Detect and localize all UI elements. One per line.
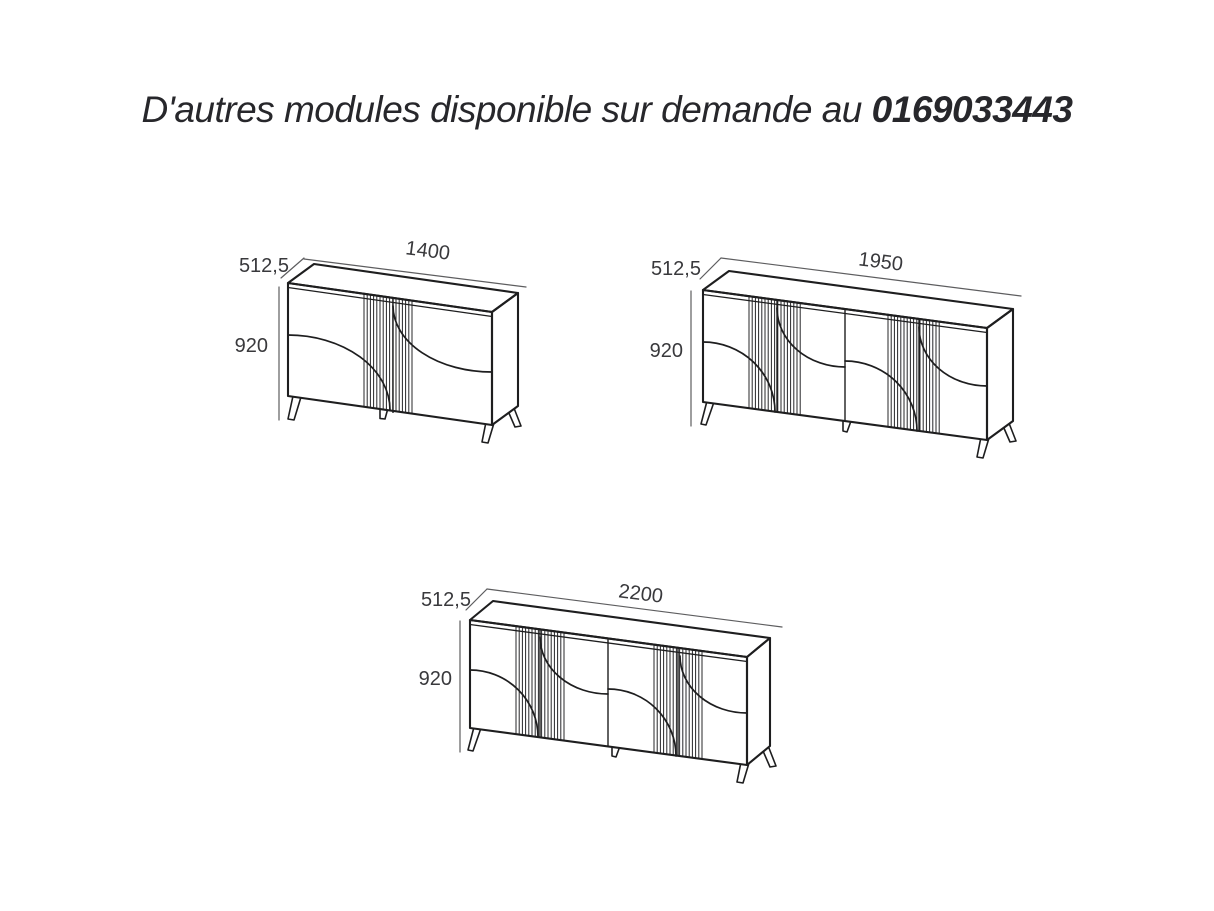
cabinet-diagram-2200: [419, 580, 782, 783]
width-label: 1400: [404, 237, 452, 265]
leg-front-left: [468, 727, 481, 751]
height-label: 920: [418, 668, 452, 690]
height-label: 920: [234, 335, 268, 357]
right-face: [492, 293, 518, 425]
heading-text: D'autres modules disponible sur demande au: [141, 89, 872, 130]
width-label: 2200: [617, 580, 665, 608]
cabinet-diagram-1950: [650, 248, 1021, 458]
depth-dimension-line: [700, 258, 721, 279]
width-label: 1950: [857, 248, 905, 276]
height-label: 920: [649, 340, 683, 362]
leg-front-left: [288, 396, 301, 420]
depth-label: 512,5: [650, 258, 701, 280]
depth-label: 512,5: [420, 589, 471, 611]
cabinet-diagram-1400: [235, 237, 526, 443]
leg-front-left: [701, 401, 714, 425]
right-face: [747, 638, 770, 765]
right-face: [987, 309, 1013, 440]
depth-label: 512,5: [238, 255, 289, 277]
heading-phone-number: 0169033443: [871, 89, 1073, 130]
